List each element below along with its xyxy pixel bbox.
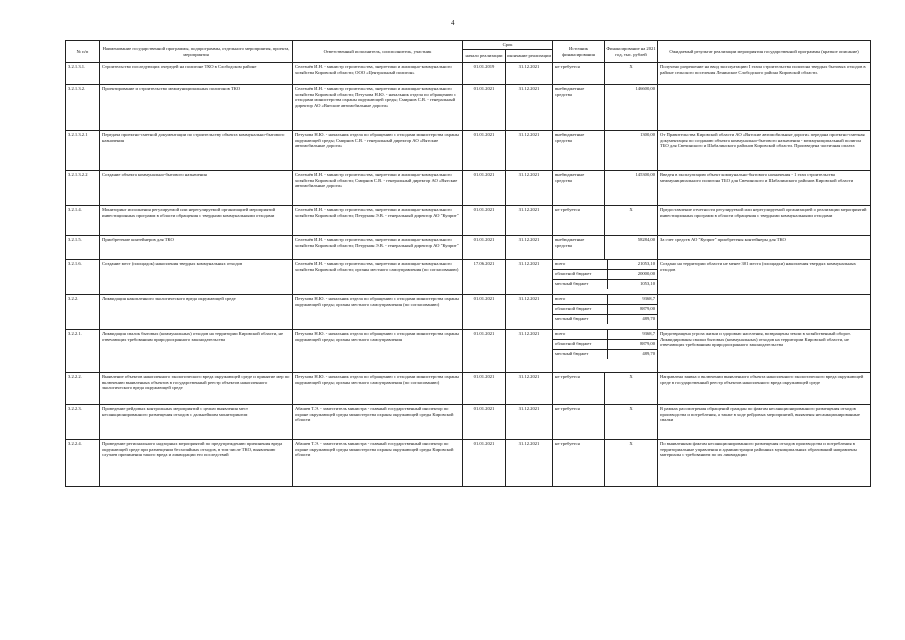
- table-row: [66, 131, 871, 171]
- row-number: 3.2.1.3.2.: [66, 85, 100, 131]
- row-name: Строительство последующих очередей на полигоне ТКО в Слободском районе: [100, 63, 293, 85]
- program-table: [65, 40, 871, 487]
- row-number: 3.2.2.1.: [66, 330, 100, 373]
- row-executor: Абашев Т.Э. - заместитель министра - главный государственный инспектор по охране окружающей среды министерства охраны окружающей среды Кировской области: [293, 405, 463, 440]
- header-term: Срок: [463, 41, 553, 50]
- funding-amount: 489,70: [642, 351, 656, 356]
- row-end-date: 31.12.2021: [506, 236, 553, 260]
- row-name: Проведение регионального надзорных мероприятий по предупреждению причинения вреда окружающей среде при размещении бесхозяйных отходов, в том числе ТКО, выявлению случаев причинения такого вреда и ликвидации его последствий: [100, 440, 293, 487]
- row-name: Создание объекта коммунально-бытового назначения: [100, 171, 293, 206]
- funding-amount: 9368,7: [607, 295, 657, 305]
- funding-source-label: местный бюджет: [553, 315, 607, 325]
- row-funding-amount: 145300,00: [605, 171, 658, 206]
- table-row: [66, 295, 871, 330]
- header-num: № п/п: [66, 41, 100, 63]
- row-end-date: 31.12.2021: [506, 440, 553, 487]
- funding-source-label: всего: [553, 260, 607, 270]
- row-start-date: 01.01.2021: [463, 440, 506, 487]
- row-expected-result: В рамках рассмотрения обращений граждан по фактам несанкционированного размещения отходов производства и потребления, а также в ходе рейдовых мероприятий, выявлены несанкционированные свалки: [658, 405, 871, 440]
- row-expected-result: [658, 295, 871, 330]
- row-expected-result: Предотвращена угроза жизни и здоровью населения, возвращены земли в хозяйственный оборот. Ликвидированы свалки бытовых (коммунальных) отходов на территории Кировской области, не отвечающих требованиям природоохранного законодательства: [658, 330, 871, 373]
- row-number: 3.2.2.2.: [66, 373, 100, 405]
- funding-subrow: [553, 315, 657, 325]
- funding-amount: 1053,10: [640, 281, 656, 286]
- row-executor: Петухова Н.Ю. - начальник отдела по обращению с отходами министерства охраны окружающей среды; Смирнов С.В. - генеральный директор АО «Вятские автомобильные дороги»: [293, 131, 463, 171]
- funding-amount: 489,70: [642, 316, 656, 321]
- row-end-date: 31.12.2021: [506, 260, 553, 295]
- table-row: [66, 330, 871, 373]
- funding-subtable: [553, 295, 657, 324]
- row-executor: Селезнёв И.Н. - министр строительства, энергетики и жилищно-коммунального хозяйства Кировской области; Петрунин Э.В. - генеральный директор АО "Куприт": [293, 206, 463, 236]
- funding-source-label: всего: [553, 295, 607, 305]
- row-start-date: 01.01.2021: [463, 85, 506, 131]
- row-start-date: 01.01.2021: [463, 206, 506, 236]
- row-funding-amount: X: [605, 373, 658, 405]
- row-name: Ликвидация накопленного экологического вреда окружающей среде: [100, 295, 293, 330]
- row-end-date: 31.12.2021: [506, 295, 553, 330]
- row-number: 3.2.1.5.: [66, 236, 100, 260]
- table-row: [66, 206, 871, 236]
- table-row: [66, 373, 871, 405]
- funding-subrow: [553, 270, 657, 280]
- row-executor: Абашев Т.Э. - заместитель министра - главный государственный инспектор по охране окружающей среды министерства охраны окружающей среды Кировской области: [293, 440, 463, 487]
- funding-subrow: [553, 260, 657, 270]
- row-funding-breakdown: [553, 330, 658, 373]
- row-number: 3.2.2.: [66, 295, 100, 330]
- header-executor: Ответственный исполнитель, соисполнитель, участник: [293, 41, 463, 63]
- row-executor: Селезнёв И.Н. - министр строительства, энергетики и жилищно-коммунального хозяйства Кировской области; органы местного самоуправления (по согласованию): [293, 260, 463, 295]
- row-expected-result: Введен в эксплуатацию объект коммунально-бытового назначения - 1 этап строительства межмуниципального полигона ТБО для Свечинского и Шабалинского районов Кировской области: [658, 171, 871, 206]
- row-name: Проектирование и строительство межмуниципальных полигонов ТКО: [100, 85, 293, 131]
- funding-source-label: местный бюджет: [553, 350, 607, 360]
- row-number: 3.2.1.3.2.1: [66, 131, 100, 171]
- funding-subrow: [553, 305, 657, 315]
- row-start-date: 01.01.2021: [463, 131, 506, 171]
- row-funding-source: внебюджетные средства: [553, 171, 605, 206]
- row-funding-amount: 1300,00: [605, 131, 658, 171]
- row-funding-amount: 58284,00: [605, 236, 658, 260]
- row-funding-source: не требуется: [553, 63, 605, 85]
- row-name: Передача проектно-сметной документации по строительству объекта коммунально-бытового назначения: [100, 131, 293, 171]
- table-row: [66, 171, 871, 206]
- row-number: 3.2.2.4.: [66, 440, 100, 487]
- table-row: [66, 260, 871, 295]
- funding-subtable: [553, 260, 657, 289]
- row-end-date: 31.12.2021: [506, 131, 553, 171]
- header-name: Наименование государственной программы, подпрограммы, отдельного мероприятия, проекта, мероприятия: [100, 41, 293, 63]
- header-term-end: окончание реализации: [506, 50, 553, 63]
- funding-subrow: [553, 330, 657, 340]
- funding-source-label: местный бюджет: [553, 280, 607, 290]
- row-funding-breakdown: [553, 295, 658, 330]
- row-number: 3.2.1.6.: [66, 260, 100, 295]
- row-start-date: 01.01.2021: [463, 236, 506, 260]
- row-funding-breakdown: [553, 260, 658, 295]
- page-number: 4: [451, 19, 455, 27]
- row-name: Ликвидация свалок бытовых (коммунальных) отходов на территории Кировской области, не отвечающих требованиям природоохранного законодательства: [100, 330, 293, 373]
- row-funding-amount: 146600,00: [605, 85, 658, 131]
- row-name: Создание мест (площадок) накопления твердых коммунальных отходов: [100, 260, 293, 295]
- row-expected-result: Создано на территории области не менее 301 места (площадки) накопления твердых коммунальных отходов: [658, 260, 871, 295]
- row-funding-source: внебюджетные средства: [553, 85, 605, 131]
- row-funding-amount: X: [605, 206, 658, 236]
- row-start-date: 01.01.2021: [463, 295, 506, 330]
- row-number: 3.2.2.3.: [66, 405, 100, 440]
- funding-amount: 8879,00: [607, 305, 657, 315]
- row-funding-source: не требуется: [553, 206, 605, 236]
- row-executor: Селезнёв И.Н. - министр строительства, энергетики и жилищно-коммунального хозяйства Кировской области; Смирнов С.В. - генеральный директор АО «Вятские автомобильные дороги»: [293, 171, 463, 206]
- funding-source-label: областной бюджет: [553, 340, 607, 350]
- row-executor: Петухова Н.Ю. - начальник отдела по обращению с отходами министерства охраны окружающей среды; органы местного самоуправления (по согласованию): [293, 295, 463, 330]
- row-funding-amount: X: [605, 440, 658, 487]
- row-funding-amount: X: [605, 63, 658, 85]
- row-executor: Селезнёв И.Н. - министр строительства, энергетики и жилищно-коммунального хозяйства Кировской области; Петрунин Э.В. - генеральный директор АО "Куприт": [293, 236, 463, 260]
- row-end-date: 31.12.2021: [506, 63, 553, 85]
- row-funding-source: внебюджетные средства: [553, 236, 605, 260]
- row-start-date: 01.01.2019: [463, 63, 506, 85]
- table-row: [66, 405, 871, 440]
- row-expected-result: За счет средств АО "Куприт" приобретены контейнеры для ТКО: [658, 236, 871, 260]
- funding-amount: 8879,00: [607, 340, 657, 350]
- funding-source-label: всего: [553, 330, 607, 340]
- row-number: 3.2.1.3.2.2: [66, 171, 100, 206]
- row-start-date: 01.01.2021: [463, 171, 506, 206]
- row-name: Проведение рейдовых контрольных мероприятий с целью выявления мест несанкционированного размещения отходов с дальнейшим мониторингом: [100, 405, 293, 440]
- funding-subrow: [553, 340, 657, 350]
- funding-subrow: [553, 280, 657, 290]
- row-name: Выявление объектов накопленного экологического вреда окружающей среде и принятие мер по включению выявленных объектов в государственный реестр объектов накопленного экологического вреда окружающей среде: [100, 373, 293, 405]
- funding-amount: 21053,10: [607, 260, 657, 270]
- header-funding: Финансирование на 2021 год, тыс. рублей: [605, 41, 658, 63]
- header-term-start: начало реализации: [463, 50, 506, 63]
- row-executor: Петухова Н.Ю. - начальник отдела по обращению с отходами министерства охраны окружающей среды; органы местного самоуправления (по согласованию): [293, 373, 463, 405]
- row-executor: Селезнёв И.Н. - министр строительства, энергетики и жилищно-коммунального хозяйства Кировской области; Петухова Н.Ю. - начальник отдела по обращению с отходами министерства охраны окружающей среды; Смирнов С.В. - генеральный директор АО «Вятские автомобильные дороги»: [293, 85, 463, 131]
- funding-source-label: областной бюджет: [553, 305, 607, 315]
- funding-subtable: [553, 330, 657, 359]
- row-funding-source: не требуется: [553, 405, 605, 440]
- header-source: Источник финансирования: [553, 41, 605, 63]
- row-end-date: 31.12.2021: [506, 206, 553, 236]
- funding-amount: 20000,00: [607, 270, 657, 280]
- row-expected-result: Направлена заявка о включении выявленного объекта накопленного экологического вреда окружающей среде в государственный реестр объектов накопленного вреда окружающей среде: [658, 373, 871, 405]
- row-number: 3.2.1.4.: [66, 206, 100, 236]
- row-funding-amount: X: [605, 405, 658, 440]
- row-end-date: 31.12.2021: [506, 85, 553, 131]
- funding-subrow: [553, 295, 657, 305]
- table-row: [66, 440, 871, 487]
- row-expected-result: По выявленным фактам несанкционированного размещения отходов производства и потребления в территориальные управления и администрации районных муниципальных образований направлены материалы с требованием по их ликвидации: [658, 440, 871, 487]
- table-row: [66, 85, 871, 131]
- row-start-date: 01.01.2021: [463, 405, 506, 440]
- row-end-date: 31.12.2021: [506, 373, 553, 405]
- table-row: [66, 63, 871, 85]
- row-funding-source: внебюджетные средства: [553, 131, 605, 171]
- row-end-date: 31.12.2021: [506, 330, 553, 373]
- row-funding-source: не требуется: [553, 440, 605, 487]
- table-row: [66, 236, 871, 260]
- funding-subrow: [553, 350, 657, 360]
- row-expected-result: Получено разрешение на ввод эксплуатацию I этапа строительства полигона твердых бытовых отходов в районе сельского поселения Ленинское Слободского района Кировской области.: [658, 63, 871, 85]
- row-executor: Петухова Н.Ю. - начальник отдела по обращению с отходами министерства охраны окружающей среды; органы местного самоуправления: [293, 330, 463, 373]
- funding-source-label: областной бюджет: [553, 270, 607, 280]
- row-name: Мониторинг исполнения регулируемой или нерегулируемой организацией мероприятий инвестиционных программ в области обращения с твердыми коммунальными отходами: [100, 206, 293, 236]
- row-name: Приобретение контейнеров для ТКО: [100, 236, 293, 260]
- row-expected-result: [658, 85, 871, 131]
- row-end-date: 31.12.2021: [506, 405, 553, 440]
- row-start-date: 17.06.2021: [463, 260, 506, 295]
- header-result: Ожидаемый результат реализации мероприятия государственной программы (краткое описание): [658, 41, 871, 63]
- funding-amount: 9368,7: [607, 330, 657, 340]
- row-start-date: 01.01.2021: [463, 330, 506, 373]
- row-number: 3.2.1.3.1.: [66, 63, 100, 85]
- row-funding-source: не требуется: [553, 373, 605, 405]
- row-end-date: 31.12.2021: [506, 171, 553, 206]
- row-expected-result: Предоставление отчетности регулируемой или нерегулируемой организацией о реализации мероприятий инвестиционных программ в области обращения с твердыми коммунальными отходами: [658, 206, 871, 236]
- row-executor: Селезнёв И.Н. - министр строительства, энергетики и жилищно-коммунального хозяйства Кировской области; ООО «Центральный полигон»: [293, 63, 463, 85]
- row-start-date: 01.01.2021: [463, 373, 506, 405]
- row-expected-result: От Правительства Кировской области АО «Вятские автомобильные дороги» передана проектно-сметная документация по созданию объекта коммунально-бытового назначения - межмуниципальный полигон ТБО для Свечинского и Шабалинского районов Кировской области. Произведена частичная оплата: [658, 131, 871, 171]
